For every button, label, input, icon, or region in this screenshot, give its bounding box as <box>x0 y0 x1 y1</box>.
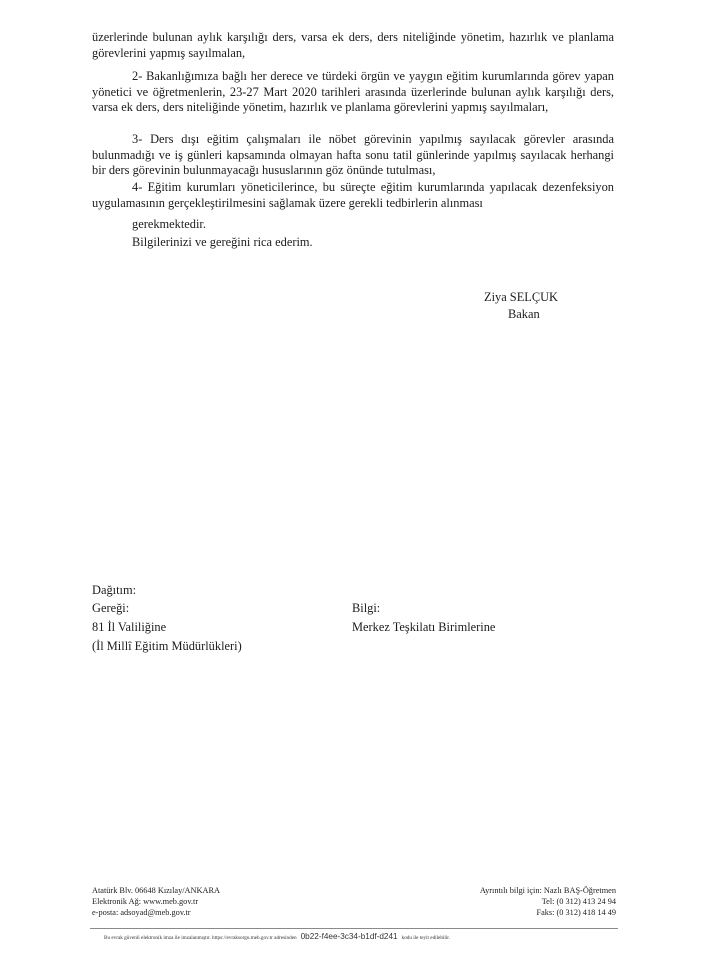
geregi-label: Gereği: <box>92 601 130 615</box>
geregi-recipient: 81 İl Valiliğine <box>92 620 167 634</box>
paragraph-4-end: gerekmektedir. <box>132 217 206 231</box>
closing-sentence: Bilgilerinizi ve gereğini rica ederim. <box>132 235 313 249</box>
paragraph-2: 2- Bakanlığımıza bağlı her derece ve türdeki örgün ve yaygın eğitim kurumlarında görev yapan yönetici ve öğretmenlerin, 23-27 Mart 2020 tarihleri arasında üzerlerinde bulunan aylık karşılığı ders, varsa ek ders, ders niteliğinde yönetim, hazırlık ve planlama görevlerini yapmış sayılmaları, <box>92 69 614 115</box>
verification-line <box>104 933 616 942</box>
footer-contact: Ayrıntılı bilgi için: Nazlı BAŞ-Öğretmen <box>479 886 616 895</box>
footer-email: e-posta: adsoyad@meb.gov.tr <box>92 908 191 917</box>
geregi-recipient-note: (İl Millî Eğitim Müdürlükleri) <box>92 639 242 653</box>
signatory-title: Bakan <box>508 307 540 321</box>
distribution-heading: Dağıtım: <box>92 583 137 597</box>
footer-address: Atatürk Blv. 06648 Kızılay/ANKARA <box>92 886 221 895</box>
paragraph-3: 3- Ders dışı eğitim çalışmaları ile nöbet görevinin yapılmış sayılacak görevler arasında bulunmadığı ve iş günleri kapsamında olmayan hafta sonu tatil günlerinde yapılmış sayılacak herhangi bir ders görevinin bulunmayacağı hususlarının göz önünde tutulması, <box>92 132 614 178</box>
footer-contact-block <box>480 885 616 918</box>
footer-tel: Tel: (0 312) 413 24 94 <box>541 897 616 906</box>
footer-fax: Faks: (0 312) 418 14 49 <box>536 908 616 917</box>
verification-prefix: Bu evrak güvenli elektronik imza ile imzalanmıştır. https://evraksorgu.meb.gov.tr adresinden <box>104 935 297 941</box>
footer-divider <box>90 928 618 929</box>
verification-suffix: kodu ile teyit edilebilir. <box>401 935 451 941</box>
bilgi-label: Bilgi: <box>352 601 381 615</box>
paragraph-1-continuation: üzerlerinde bulunan aylık karşılığı ders, varsa ek ders, ders niteliğinde yönetim, hazırlık ve planlama görevlerini yapmış sayılmalan, <box>92 30 614 60</box>
footer-web: Elektronik Ağ: www.meb.gov.tr <box>92 897 199 906</box>
paragraph-4: 4- Eğitim kurumları yöneticilerince, bu süreçte eğitim kurumlarında yapılacak dezenfeksiyon uygulamasının gerçekleştirilmesini sağlamak üzere gerekli tedbirlerin alınması <box>92 180 614 210</box>
verification-code: 0b22-f4ee-3c34-b1df-d241 <box>300 932 398 941</box>
bilgi-recipient: Merkez Teşkilatı Birimlerine <box>352 620 496 634</box>
footer-address-block <box>92 885 220 918</box>
signatory-name: Ziya SELÇUK <box>484 290 558 304</box>
